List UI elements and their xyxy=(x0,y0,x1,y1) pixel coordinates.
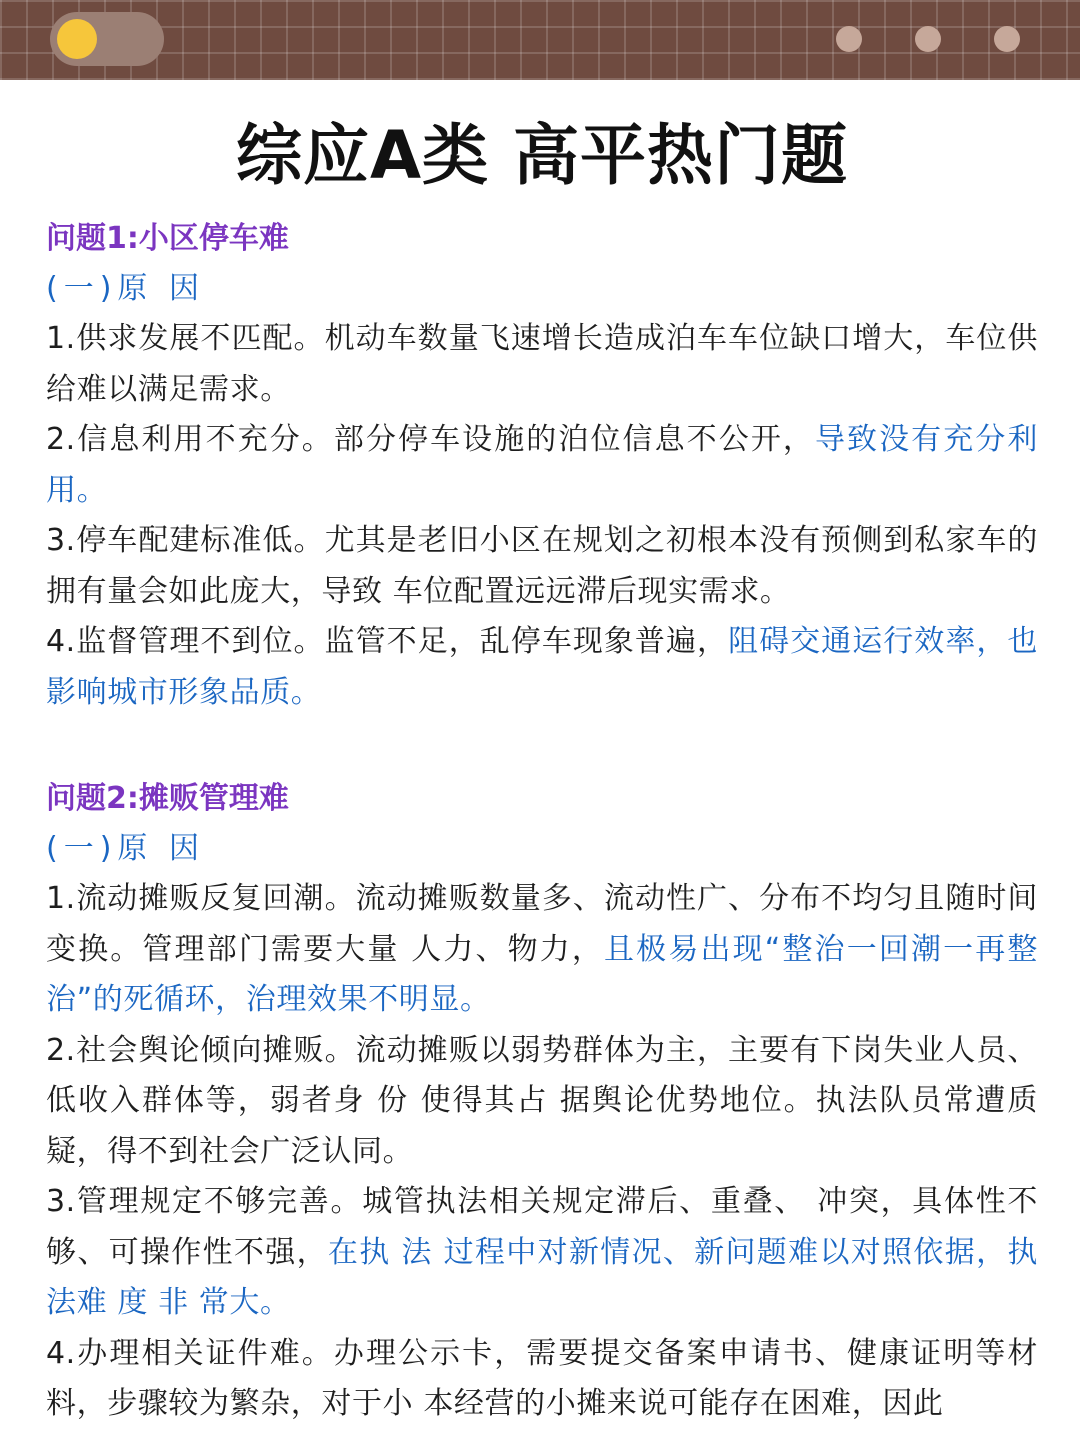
paragraph-text: 3.管理规定不够完善。城管执法相关规定滞后、重叠、 冲突，具体性不够、可操作性不强， xyxy=(46,1184,1038,1270)
paragraph xyxy=(46,617,1038,718)
document-body xyxy=(46,108,1038,1430)
paragraph-text: 4.监督管理不到位。监管不足，乱停车现象普遍， xyxy=(46,624,729,659)
paragraph-text: 1.供求发展不匹配。机动车数量飞速增长造成泊车车位缺口增大，车位供给难以满足需求。 xyxy=(46,321,1038,407)
paragraph-text: 3.停车配建标准低。尤其是老旧小区在规划之初根本没有预侧到私家车的拥有量会如此庞大，导致 车位配置远远滞后现实需求。 xyxy=(46,523,1038,609)
paragraph xyxy=(46,314,1038,415)
paragraph-text: 1.流动摊贩反复回潮。流动摊贩数量多、流动性广、分布不均匀且随时间变换。管理部门需要大量 人力、物力， xyxy=(46,881,1038,967)
dot-icon xyxy=(915,26,941,52)
highlighted-text: 在执 法 过程中对新情况、新问题难以对照依据，执法难 度 非 常大。 xyxy=(46,1234,1038,1320)
dot-icon xyxy=(836,26,862,52)
highlighted-text: 且极易出现“整治一回潮一再整治”的死循环，治理效果不明显。 xyxy=(46,931,1038,1017)
paragraph-text: 2.信息利用不充分。部分停车设施的泊位信息不公开， xyxy=(46,422,815,457)
section-spacer xyxy=(46,718,1038,774)
sub-heading-reasons: (一)原 因 xyxy=(46,271,205,306)
highlighted-text: 导致没有充分利用。 xyxy=(46,422,1039,508)
paragraph-text: 2.社会舆论倾向摊贩。流动摊贩以弱势群体为主，主要有下岗失业人员、低收入群体等，弱者身 份 使得其占 据舆论优势地位。执法队员常遭质疑，得不到社会广泛认同。 xyxy=(46,1032,1038,1169)
paragraph xyxy=(46,516,1038,617)
section-vendors xyxy=(46,774,1038,1430)
toggle-pill xyxy=(50,12,164,66)
section-heading: 问题1:小区停车难 xyxy=(46,221,289,256)
sub-heading-reasons: (一)原 因 xyxy=(46,831,205,866)
paragraph xyxy=(46,1177,1038,1329)
dot-icon xyxy=(994,26,1020,52)
section-parking xyxy=(46,214,1038,718)
paragraph xyxy=(46,1329,1038,1430)
paragraph xyxy=(46,874,1038,1026)
section-heading: 问题2:摊贩管理难 xyxy=(46,781,289,816)
toggle-knob-icon xyxy=(57,19,97,59)
page-title: 综应A类 高平热门题 xyxy=(235,117,849,194)
top-decorative-bar xyxy=(0,0,1080,80)
paragraph-text: 4.办理相关证件难。办理公示卡，需要提交备案申请书、健康证明等材料，步骤较为繁杂，对于小 本经营的小摊来说可能存在困难，因此 xyxy=(46,1335,1038,1421)
paragraph xyxy=(46,1026,1038,1178)
highlighted-text: 阻碍交通运行效率，也影响城市形象品质。 xyxy=(46,624,1038,710)
paragraph xyxy=(46,415,1038,516)
